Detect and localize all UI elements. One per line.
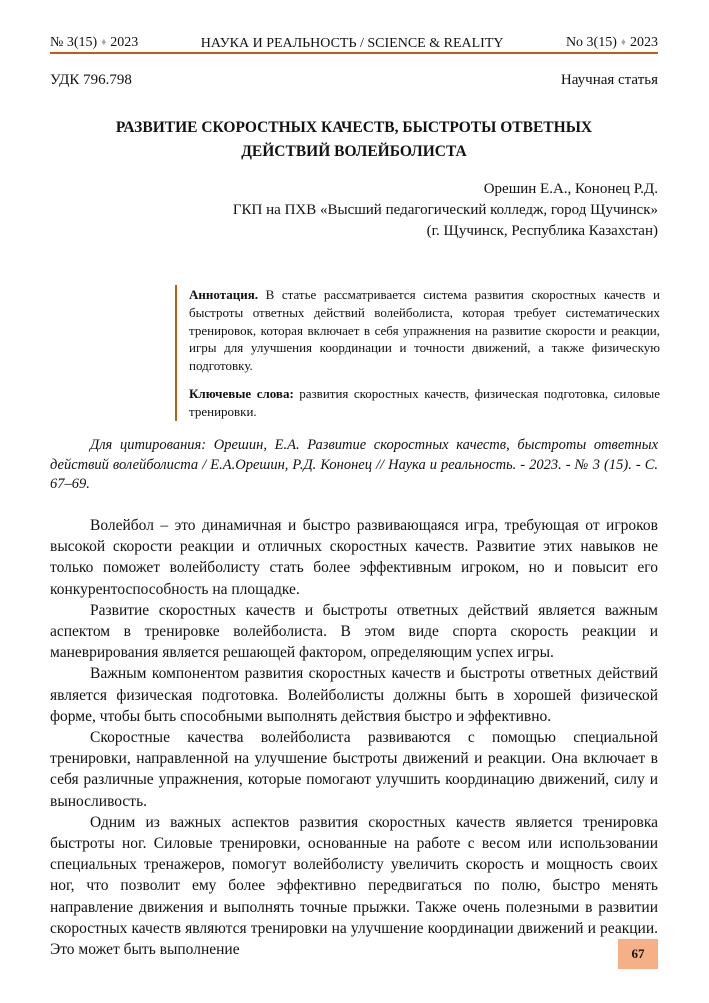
header-issue-left	[50, 34, 138, 53]
body-paragraph: Скоростные качества волейболиста развиваются с помощью специальной тренировки, направленной на улучшение быстроты движений и реакции. Она включает в себя различные упражнения, которые помогают улучшить координацию движений, силу и выносливость.	[50, 729, 658, 810]
author-affiliation: ГКП на ПХВ «Высший педагогический колледж, город Щучинск»	[232, 202, 658, 218]
diamond-separator-icon: ♦	[101, 37, 107, 48]
running-header	[50, 33, 658, 53]
article-meta	[50, 70, 658, 90]
page-number-badge	[618, 939, 658, 969]
author-location: (г. Щучинск, Республика Казахстан)	[426, 223, 658, 239]
keywords	[189, 385, 660, 421]
body-paragraph: Важным компонентом развития скоростных качеств и быстроты ответных действий является физическая подготовка. Волейболисты должны быть в хорошей физической форме, чтобы быть способными выполнять действия быстро и эффективно.	[50, 665, 658, 725]
keywords-label: Ключевые слова:	[189, 386, 294, 401]
issue-number: № 3(15)	[50, 35, 98, 50]
header-issue-right	[566, 34, 658, 53]
title-line-1: РАЗВИТИЕ СКОРОСТНЫХ КАЧЕСТВ, БЫСТРОТЫ ОТВЕТНЫХ	[115, 119, 593, 136]
issue-year: 2023	[629, 35, 658, 50]
body-paragraph: Волейбол – это динамичная и быстро развивающаяся игра, требующая от игроков высокой скорости реакции и отличных скоростных качеств. Развитие этих навыков не только поможет волейболисту стать более эффективным игроком, но и повысит его конкурентоспособность на площадке.	[50, 517, 658, 598]
diamond-separator-icon: ♦	[620, 37, 626, 48]
abstract-text: В статье рассматривается система развития скоростных качеств и быстроты ответных действий волейболиста, которая требует систематических тренировок, которая включает в себя упражнения на развитие скорости и реакции, игры для улучшения координации и точности движений, а также физическую подготовку.	[189, 287, 660, 374]
issue-number: No 3(15)	[565, 35, 617, 50]
issue-year: 2023	[110, 35, 139, 50]
citation: Для цитирования: Орешин, Е.А. Развитие скоростных качеств, быстроты ответных действий волейболиста / Е.А.Орешин, Р.Д. Кононец // Наука и реальность. - 2023. - № 3 (15). - С. 67–69.	[50, 437, 658, 492]
udc-code: УДК 796.798	[50, 72, 132, 88]
body-paragraph: Одним из важных аспектов развития скоростных качеств является тренировка быстроты ног. Силовые тренировки, основанные на работе с весом или использовании специальных тренажеров, помогут волейболисту увеличить скорость и мощность своих ног, что позволит ему более эффективно передвигаться по полю, быстро менять направление движения и выполнять точные прыжки. Также очень полезными в развитии скоростных качеств являются тренировки на улучшение координации движений и реакции. Это может быть выполнение	[50, 813, 658, 959]
title-line-2: ДЕЙСТВИЙ ВОЛЕЙБОЛИСТА	[241, 143, 467, 160]
author-names: Орешин Е.А., Кононец Р.Д.	[483, 181, 658, 197]
header-divider	[50, 52, 658, 54]
journal-name: НАУКА И РЕАЛЬНОСТЬ / SCIENCE & REALITY	[200, 36, 504, 51]
article-body	[50, 515, 658, 960]
abstract	[189, 286, 660, 375]
abstract-label: Аннотация.	[189, 287, 259, 302]
keywords-text: развития скоростных качеств, физическая подготовка, силовые тренировки.	[189, 386, 660, 419]
abstract-box	[175, 285, 660, 421]
body-paragraph: Развитие скоростных качеств и быстроты ответных действий является важным аспектом в тренировке волейболиста. В этом виде спорта скорость реакции и маневрирования является решающей фактором, определяющим успех игры.	[50, 601, 658, 662]
author-block	[98, 179, 658, 242]
article-type: Научная статья	[560, 72, 658, 88]
page-number: 67	[631, 946, 645, 961]
article-title	[50, 116, 658, 164]
